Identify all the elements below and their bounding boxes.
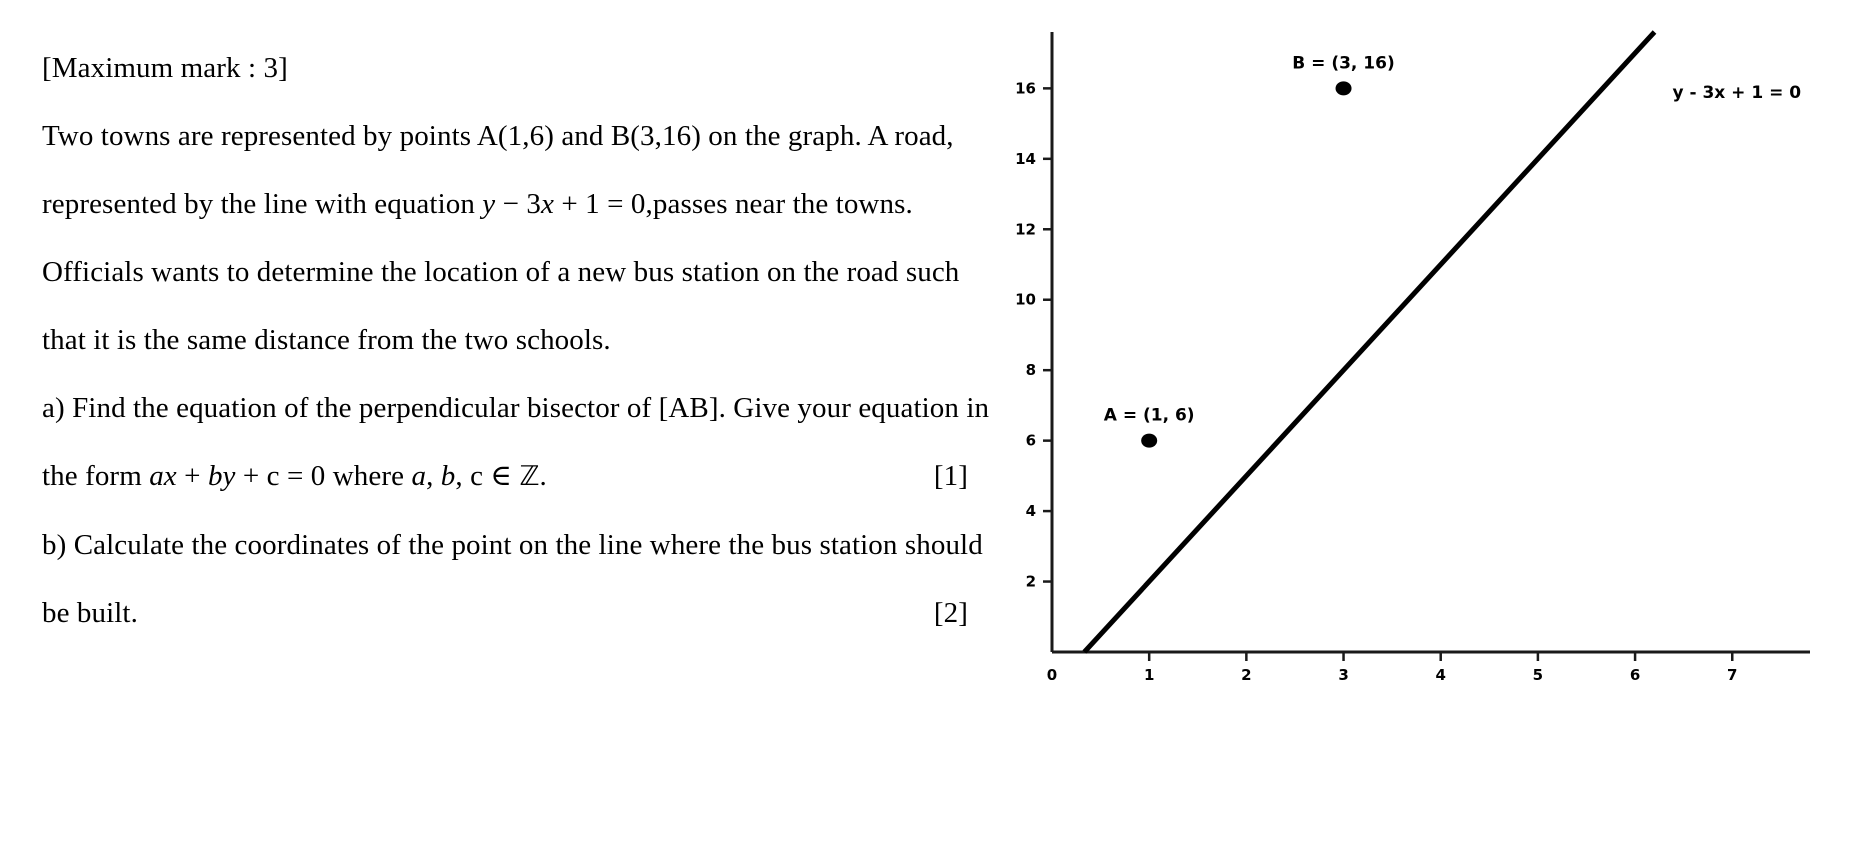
x-tick-label-0: 0 [1046, 666, 1058, 684]
line-part-a-2-seg-10: . [539, 460, 547, 492]
line-part-b-2 [42, 579, 990, 647]
line-intro-2-seg-5: passes near the towns. [652, 188, 913, 220]
line-equation-label: y - 3x + 1 = 0 [1672, 83, 1802, 103]
x-axis-ticks [1047, 652, 1738, 684]
line-part-a-2-seg-1: ax [149, 460, 177, 492]
line-part-a-2-seg-0: the form [42, 460, 150, 492]
y-tick-label-16: 16 [1015, 79, 1036, 98]
line-intro-1-seg-0: Two towns are represented by points A(1,6) and B(3,16) on the graph. A road, [42, 120, 954, 152]
line-part-a-1-seg-0: a) Find the equation of the perpendicular bisector of [AB]. Give your equation in [42, 392, 990, 424]
y-tick-label-2: 2 [1025, 572, 1036, 591]
line-part-b-1 [42, 511, 990, 579]
line-intro-3 [42, 238, 990, 306]
line-part-a-2-seg-2: + [176, 460, 208, 492]
y-tick-label-8: 8 [1025, 361, 1036, 380]
line-intro-2-seg-2: − 3 [495, 188, 542, 220]
y-tick-label-6: 6 [1025, 431, 1036, 450]
line-part-a-2-seg-7: b [440, 460, 456, 492]
y-tick-label-12: 12 [1015, 220, 1036, 239]
line-intro-2-seg-4: + 1 = 0, [554, 188, 653, 220]
line-part-a-2-seg-8: , c ∈ [455, 460, 520, 492]
line-part-b-2-mark: [2] [933, 597, 968, 629]
y-tick-label-14: 14 [1015, 149, 1036, 168]
line-intro-2-seg-0: represented by the line with equation [42, 188, 483, 220]
point-label-A: A = (1, 6) [1103, 405, 1195, 426]
coordinate-graph [1010, 0, 1850, 843]
line-part-a-2 [42, 442, 990, 511]
line-intro-3-seg-0: Officials wants to determine the location of a new bus station on the road such [42, 256, 960, 288]
maximum-mark-text: [Maximum mark : 3] [42, 52, 288, 84]
plotted-points [1104, 53, 1395, 447]
maximum-mark-header [42, 34, 990, 102]
x-tick-label-5: 5 [1532, 666, 1544, 684]
line-part-a-2-seg-4: + c = 0 where [235, 460, 412, 492]
y-tick-label-10: 10 [1015, 290, 1036, 309]
x-tick-label-6: 6 [1629, 666, 1641, 684]
point-marker-A [1141, 434, 1157, 448]
line-part-a-2-seg-6: , [426, 460, 441, 492]
line-part-a-2-seg-3: by [207, 460, 236, 492]
x-tick-label-7: 7 [1727, 666, 1738, 684]
question-body [42, 102, 990, 647]
line-intro-4 [42, 306, 990, 374]
x-tick-label-1: 1 [1143, 666, 1155, 684]
line-intro-2 [42, 170, 990, 238]
y-axis-ticks [1015, 79, 1052, 590]
line-part-a-2-mark: [1] [933, 460, 968, 492]
line-part-a-2-seg-5: a [411, 460, 427, 492]
line-intro-1 [42, 102, 990, 170]
x-tick-label-3: 3 [1338, 666, 1349, 684]
line-part-b-1-seg-0: b) Calculate the coordinates of the point on the line where the bus station should [42, 529, 983, 561]
y-tick-label-4: 4 [1025, 502, 1036, 521]
line-intro-4-seg-0: that it is the same distance from the two schools. [42, 324, 611, 356]
line-intro-2-seg-1: y [482, 188, 496, 220]
line-road-line [1084, 32, 1654, 652]
graph-panel [1010, 0, 1850, 843]
plotted-line-series [1084, 32, 1801, 652]
line-intro-2-seg-3: x [541, 188, 555, 220]
point-label-B: B = (3, 16) [1292, 53, 1395, 74]
point-marker-B [1336, 81, 1352, 95]
line-part-b-2-seg-0: be built. [42, 597, 138, 629]
x-tick-label-2: 2 [1241, 666, 1252, 684]
axes-group [1052, 32, 1810, 652]
x-tick-label-4: 4 [1435, 666, 1446, 684]
line-part-a-2-seg-9: ℤ [519, 461, 540, 492]
line-part-a-1 [42, 374, 990, 442]
